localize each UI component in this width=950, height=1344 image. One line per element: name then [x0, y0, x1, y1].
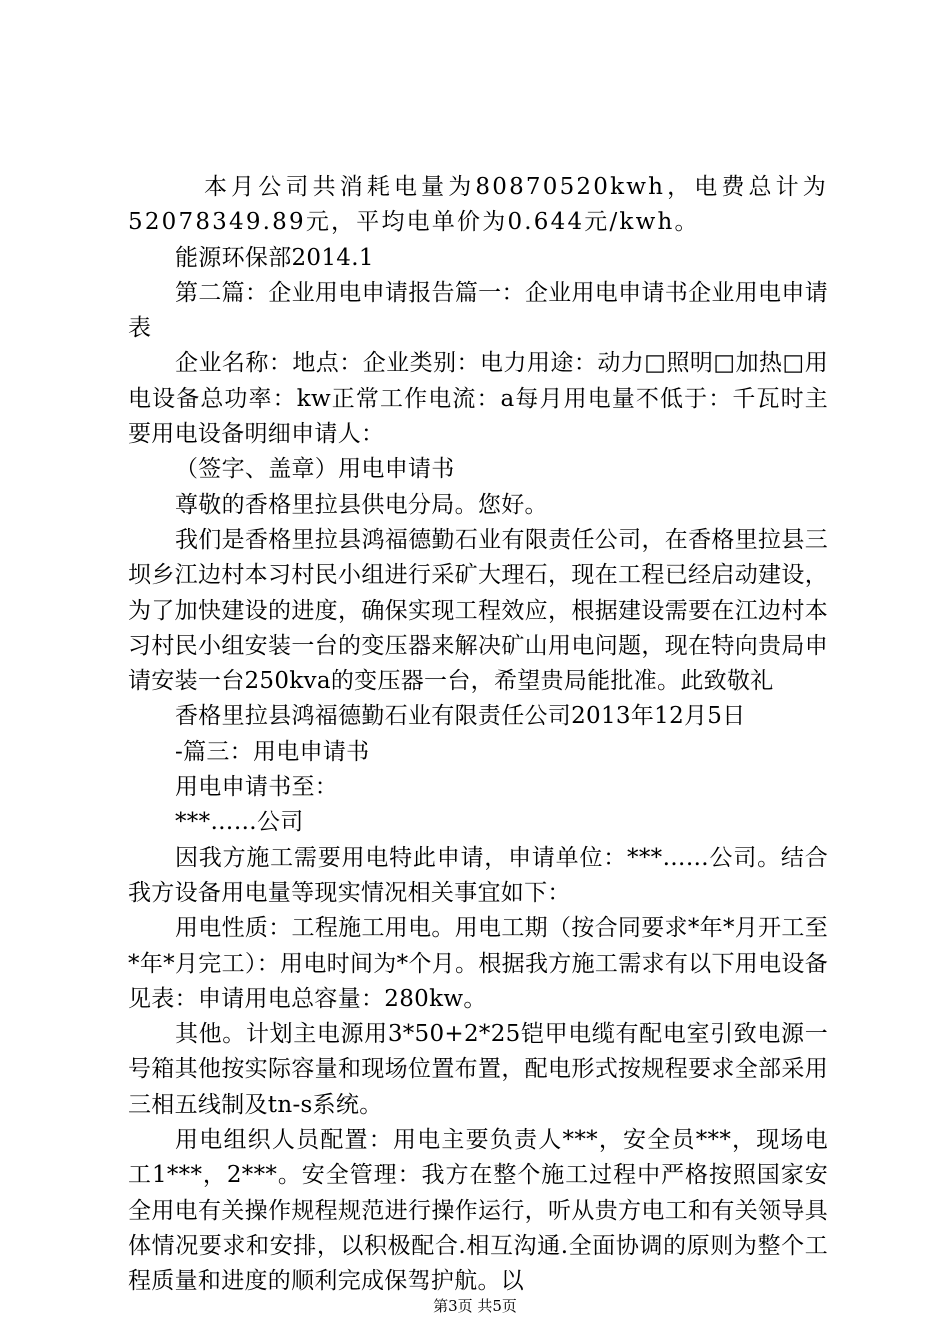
paragraph-staffing-safety: 用电组织人员配置：用电主要负责人***，安全员***，现场电工1***，2***。安全管理：我方在整个施工过程中严格按照国家安全用电有关操作规程规范进行操作运行，听从贵方电工和有关领导具体情况要求和安排，以积极配合.相互沟通.全面协调的原则为整个工程质量和进度的顺利完成保驾护航。以 [128, 1127, 828, 1295]
paragraph-signature-stamp: （签字、盖章）用电申请书 [175, 456, 455, 483]
paragraph-company-date: 香格里拉县鸿福德勤石业有限责任公司2013年12月5日 [175, 703, 746, 730]
paragraph-application-body: 我们是香格里拉县鸿福德勤石业有限责任公司，在香格里拉县三坝乡江边村本习村民小组进行采矿大理石，现在工程已经启动建设，为了加快建设的进度，确保实现工程效应，根据建设需要在江边村本习村民小组安装一台的变压器来解决矿山用电问题，现在特向贵局申请安装一台250kva的变压器一台，希望贵局能批准。此致敬礼 [128, 526, 828, 695]
paragraph-section-two-heading: 第二篇：企业用电申请报告篇一：企业用电申请书企业用电申请表 [128, 279, 828, 342]
paragraph-electricity-summary: 本月公司共消耗电量为80870520kwh，电费总计为52078349.89元，平均电单价为0.644元/kwh。 [128, 174, 828, 236]
page-number-footer: 第3页 共5页 [433, 1297, 517, 1315]
paragraph-salutation: 尊敬的香格里拉县供电分局。您好。 [175, 491, 548, 518]
paragraph-section-three-heading: -篇三：用电申请书 [175, 738, 370, 765]
paragraph-department-signature: 能源环保部2014.1 [175, 244, 374, 271]
paragraph-application-to: 用电申请书至： [175, 774, 339, 801]
paragraph-request-reason: 因我方施工需要用电特此申请，申请单位：***……公司。结合我方设备用电量等现实情况相关事宜如下： [128, 844, 828, 906]
paragraph-other-power-source: 其他。计划主电源用3*50+2*25铠甲电缆有配电室引致电源一号箱其他按实际容量和现场位置布置，配电形式按规程要求全部采用三相五线制及tn-s系统。 [128, 1021, 828, 1118]
paragraph-company-placeholder: ***……公司 [175, 809, 304, 836]
document-body [128, 170, 828, 1300]
paragraph-usage-nature: 用电性质：工程施工用电。用电工期（按合同要求*年*月开工至*年*月完工）：用电时间为*个月。根据我方施工需求有以下用电设备见表：申请用电总容量：280kw。 [128, 915, 828, 1012]
paragraph-application-form-fields: 企业名称：地点：企业类别：电力用途：动力□照明□加热□用电设备总功率：kw正常工作电流：a每月用电量不低于：千瓦时主要用电设备明细申请人： [128, 350, 828, 448]
